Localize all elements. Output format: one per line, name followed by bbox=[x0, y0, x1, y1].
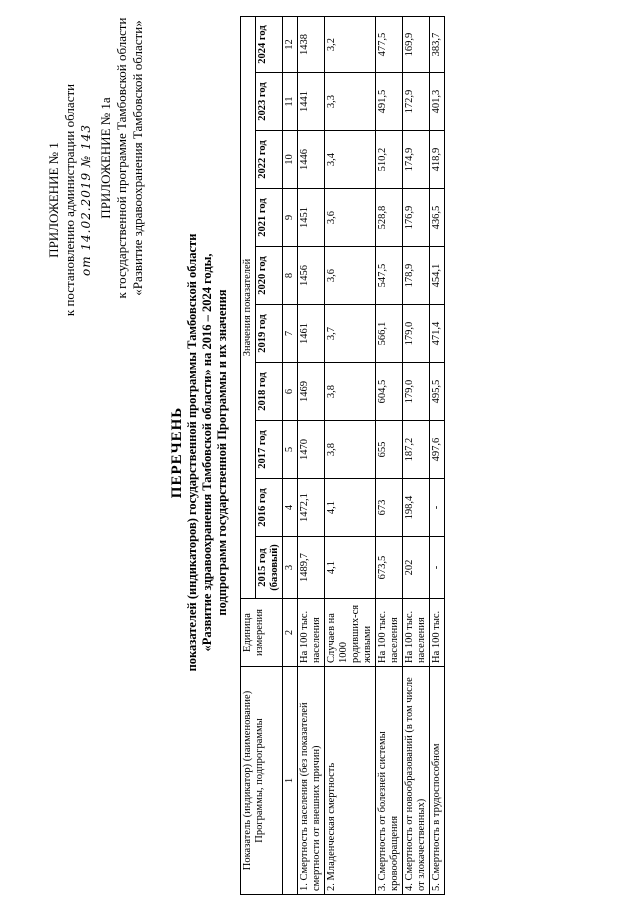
value-cell: 491,5 bbox=[376, 73, 403, 131]
value-cell: 1438 bbox=[298, 17, 325, 73]
value-cell: 604,5 bbox=[376, 363, 403, 421]
title-line-2: «Развитие здравоохранения Тамбовской области» на 2016 – 2024 годы, bbox=[200, 253, 214, 652]
year-header: 2021 год bbox=[256, 189, 283, 247]
value-cell: 547,5 bbox=[376, 247, 403, 305]
column-number: 12 bbox=[283, 17, 298, 73]
appendix-1a-block bbox=[98, 8, 146, 308]
value-cell: 172,9 bbox=[403, 73, 430, 131]
column-number: 10 bbox=[283, 131, 298, 189]
value-cell: 1456 bbox=[298, 247, 325, 305]
unit-cell: На 100 тыс. населения bbox=[376, 599, 403, 667]
unit-cell: Случаев на 1000 родивших-ся живыми bbox=[325, 599, 376, 667]
year-header: 2016 год bbox=[256, 479, 283, 537]
value-cell: - bbox=[430, 537, 445, 599]
value-cell: 187,2 bbox=[403, 421, 430, 479]
appendix-1a-label: ПРИЛОЖЕНИЕ № 1а bbox=[98, 97, 113, 219]
indicators-table bbox=[240, 16, 445, 895]
year-header: 2024 год bbox=[256, 17, 283, 73]
value-cell: 495,5 bbox=[430, 363, 445, 421]
value-cell: 174,9 bbox=[403, 131, 430, 189]
column-number: 2 bbox=[283, 599, 298, 667]
decree-reference: к постановлению администрации области bbox=[62, 83, 77, 317]
value-cell: 1461 bbox=[298, 305, 325, 363]
indicator-name: 4. Смертность от новообразований (в том числе от злокачественных) bbox=[403, 667, 430, 895]
value-cell: 179,0 bbox=[403, 305, 430, 363]
indicator-name: 3. Смертность от болезней системы кровообращения bbox=[376, 667, 403, 895]
table-row bbox=[325, 17, 376, 895]
value-cell: 510,2 bbox=[376, 131, 403, 189]
unit-cell: На 100 тыс. населения bbox=[403, 599, 430, 667]
program-name: «Развитие здравоохранения Тамбовской области» bbox=[130, 20, 145, 296]
year-header: 2018 год bbox=[256, 363, 283, 421]
column-number: 1 bbox=[283, 667, 298, 895]
column-number: 8 bbox=[283, 247, 298, 305]
value-cell: 4,1 bbox=[325, 479, 376, 537]
year-header: 2015 год (базовый) bbox=[256, 537, 283, 599]
year-header: 2017 год bbox=[256, 421, 283, 479]
column-number: 4 bbox=[283, 479, 298, 537]
table-row bbox=[376, 17, 403, 895]
column-number: 6 bbox=[283, 363, 298, 421]
value-cell: 1446 bbox=[298, 131, 325, 189]
unit-cell: На 100 тыс. bbox=[430, 599, 445, 667]
year-header: 2020 год bbox=[256, 247, 283, 305]
value-cell: 3,6 bbox=[325, 189, 376, 247]
header-values: Значения показателей bbox=[241, 17, 256, 599]
value-cell: 202 bbox=[403, 537, 430, 599]
title-heading: ПЕРЕЧЕНЬ bbox=[169, 406, 185, 499]
value-cell: 655 bbox=[376, 421, 403, 479]
value-cell: 4,1 bbox=[325, 537, 376, 599]
value-cell: 1451 bbox=[298, 189, 325, 247]
table-row bbox=[403, 17, 430, 895]
column-number: 3 bbox=[283, 537, 298, 599]
indicator-name: 2. Младенческая смертность bbox=[325, 667, 376, 895]
year-header: 2023 год bbox=[256, 73, 283, 131]
value-cell: 178,9 bbox=[403, 247, 430, 305]
value-cell: 418,9 bbox=[430, 131, 445, 189]
program-reference: к государственной программе Тамбовской области bbox=[114, 17, 129, 299]
handwritten-date-number: от 14.02.2019 № 143 bbox=[79, 124, 93, 277]
document-title bbox=[170, 0, 230, 905]
value-cell: 3,2 bbox=[325, 17, 376, 73]
value-cell: 528,8 bbox=[376, 189, 403, 247]
value-cell: 179,0 bbox=[403, 363, 430, 421]
column-number: 11 bbox=[283, 73, 298, 131]
value-cell: 1441 bbox=[298, 73, 325, 131]
table-row bbox=[430, 17, 445, 895]
table-body bbox=[298, 17, 445, 895]
value-cell: 497,6 bbox=[430, 421, 445, 479]
appendix-1-label: ПРИЛОЖЕНИЕ № 1 bbox=[46, 142, 61, 258]
value-cell: 3,4 bbox=[325, 131, 376, 189]
value-cell: 1470 bbox=[298, 421, 325, 479]
value-cell: 3,8 bbox=[325, 363, 376, 421]
unit-cell: На 100 тыс. населения bbox=[298, 599, 325, 667]
column-number: 5 bbox=[283, 421, 298, 479]
value-cell: 1469 bbox=[298, 363, 325, 421]
year-header: 2019 год bbox=[256, 305, 283, 363]
value-cell: - bbox=[430, 479, 445, 537]
value-cell: 401,3 bbox=[430, 73, 445, 131]
value-cell: 673 bbox=[376, 479, 403, 537]
value-cell: 673,5 bbox=[376, 537, 403, 599]
value-cell: 176,9 bbox=[403, 189, 430, 247]
value-cell: 383,7 bbox=[430, 17, 445, 73]
value-cell: 169,9 bbox=[403, 17, 430, 73]
year-header: 2022 год bbox=[256, 131, 283, 189]
value-cell: 3,7 bbox=[325, 305, 376, 363]
value-cell: 436,5 bbox=[430, 189, 445, 247]
value-cell: 198,4 bbox=[403, 479, 430, 537]
column-number: 7 bbox=[283, 305, 298, 363]
value-cell: 566,1 bbox=[376, 305, 403, 363]
title-line-3: подпрограмм государственной Программы и их значения bbox=[215, 289, 229, 616]
value-cell: 1472,1 bbox=[298, 479, 325, 537]
value-cell: 471,4 bbox=[430, 305, 445, 363]
header-unit: Единица измерения bbox=[241, 599, 283, 667]
title-line-1: показателей (индикаторов) государственной программы Тамбовской области bbox=[185, 233, 199, 672]
value-cell: 477,5 bbox=[376, 17, 403, 73]
indicator-name: 1. Смертность населения (без показателей смертности от внешних причин) bbox=[298, 667, 325, 895]
column-number: 9 bbox=[283, 189, 298, 247]
table-row bbox=[298, 17, 325, 895]
value-cell: 3,6 bbox=[325, 247, 376, 305]
column-number-row bbox=[283, 17, 298, 895]
appendix-1-block bbox=[46, 50, 94, 350]
value-cell: 1489,7 bbox=[298, 537, 325, 599]
value-cell: 454,1 bbox=[430, 247, 445, 305]
value-cell: 3,8 bbox=[325, 421, 376, 479]
header-indicator: Показатель (индикатор) (наименование) Программы, подпрограммы bbox=[241, 667, 283, 895]
indicator-name: 5. Смертность в трудоспособном bbox=[430, 667, 445, 895]
value-cell: 3,3 bbox=[325, 73, 376, 131]
